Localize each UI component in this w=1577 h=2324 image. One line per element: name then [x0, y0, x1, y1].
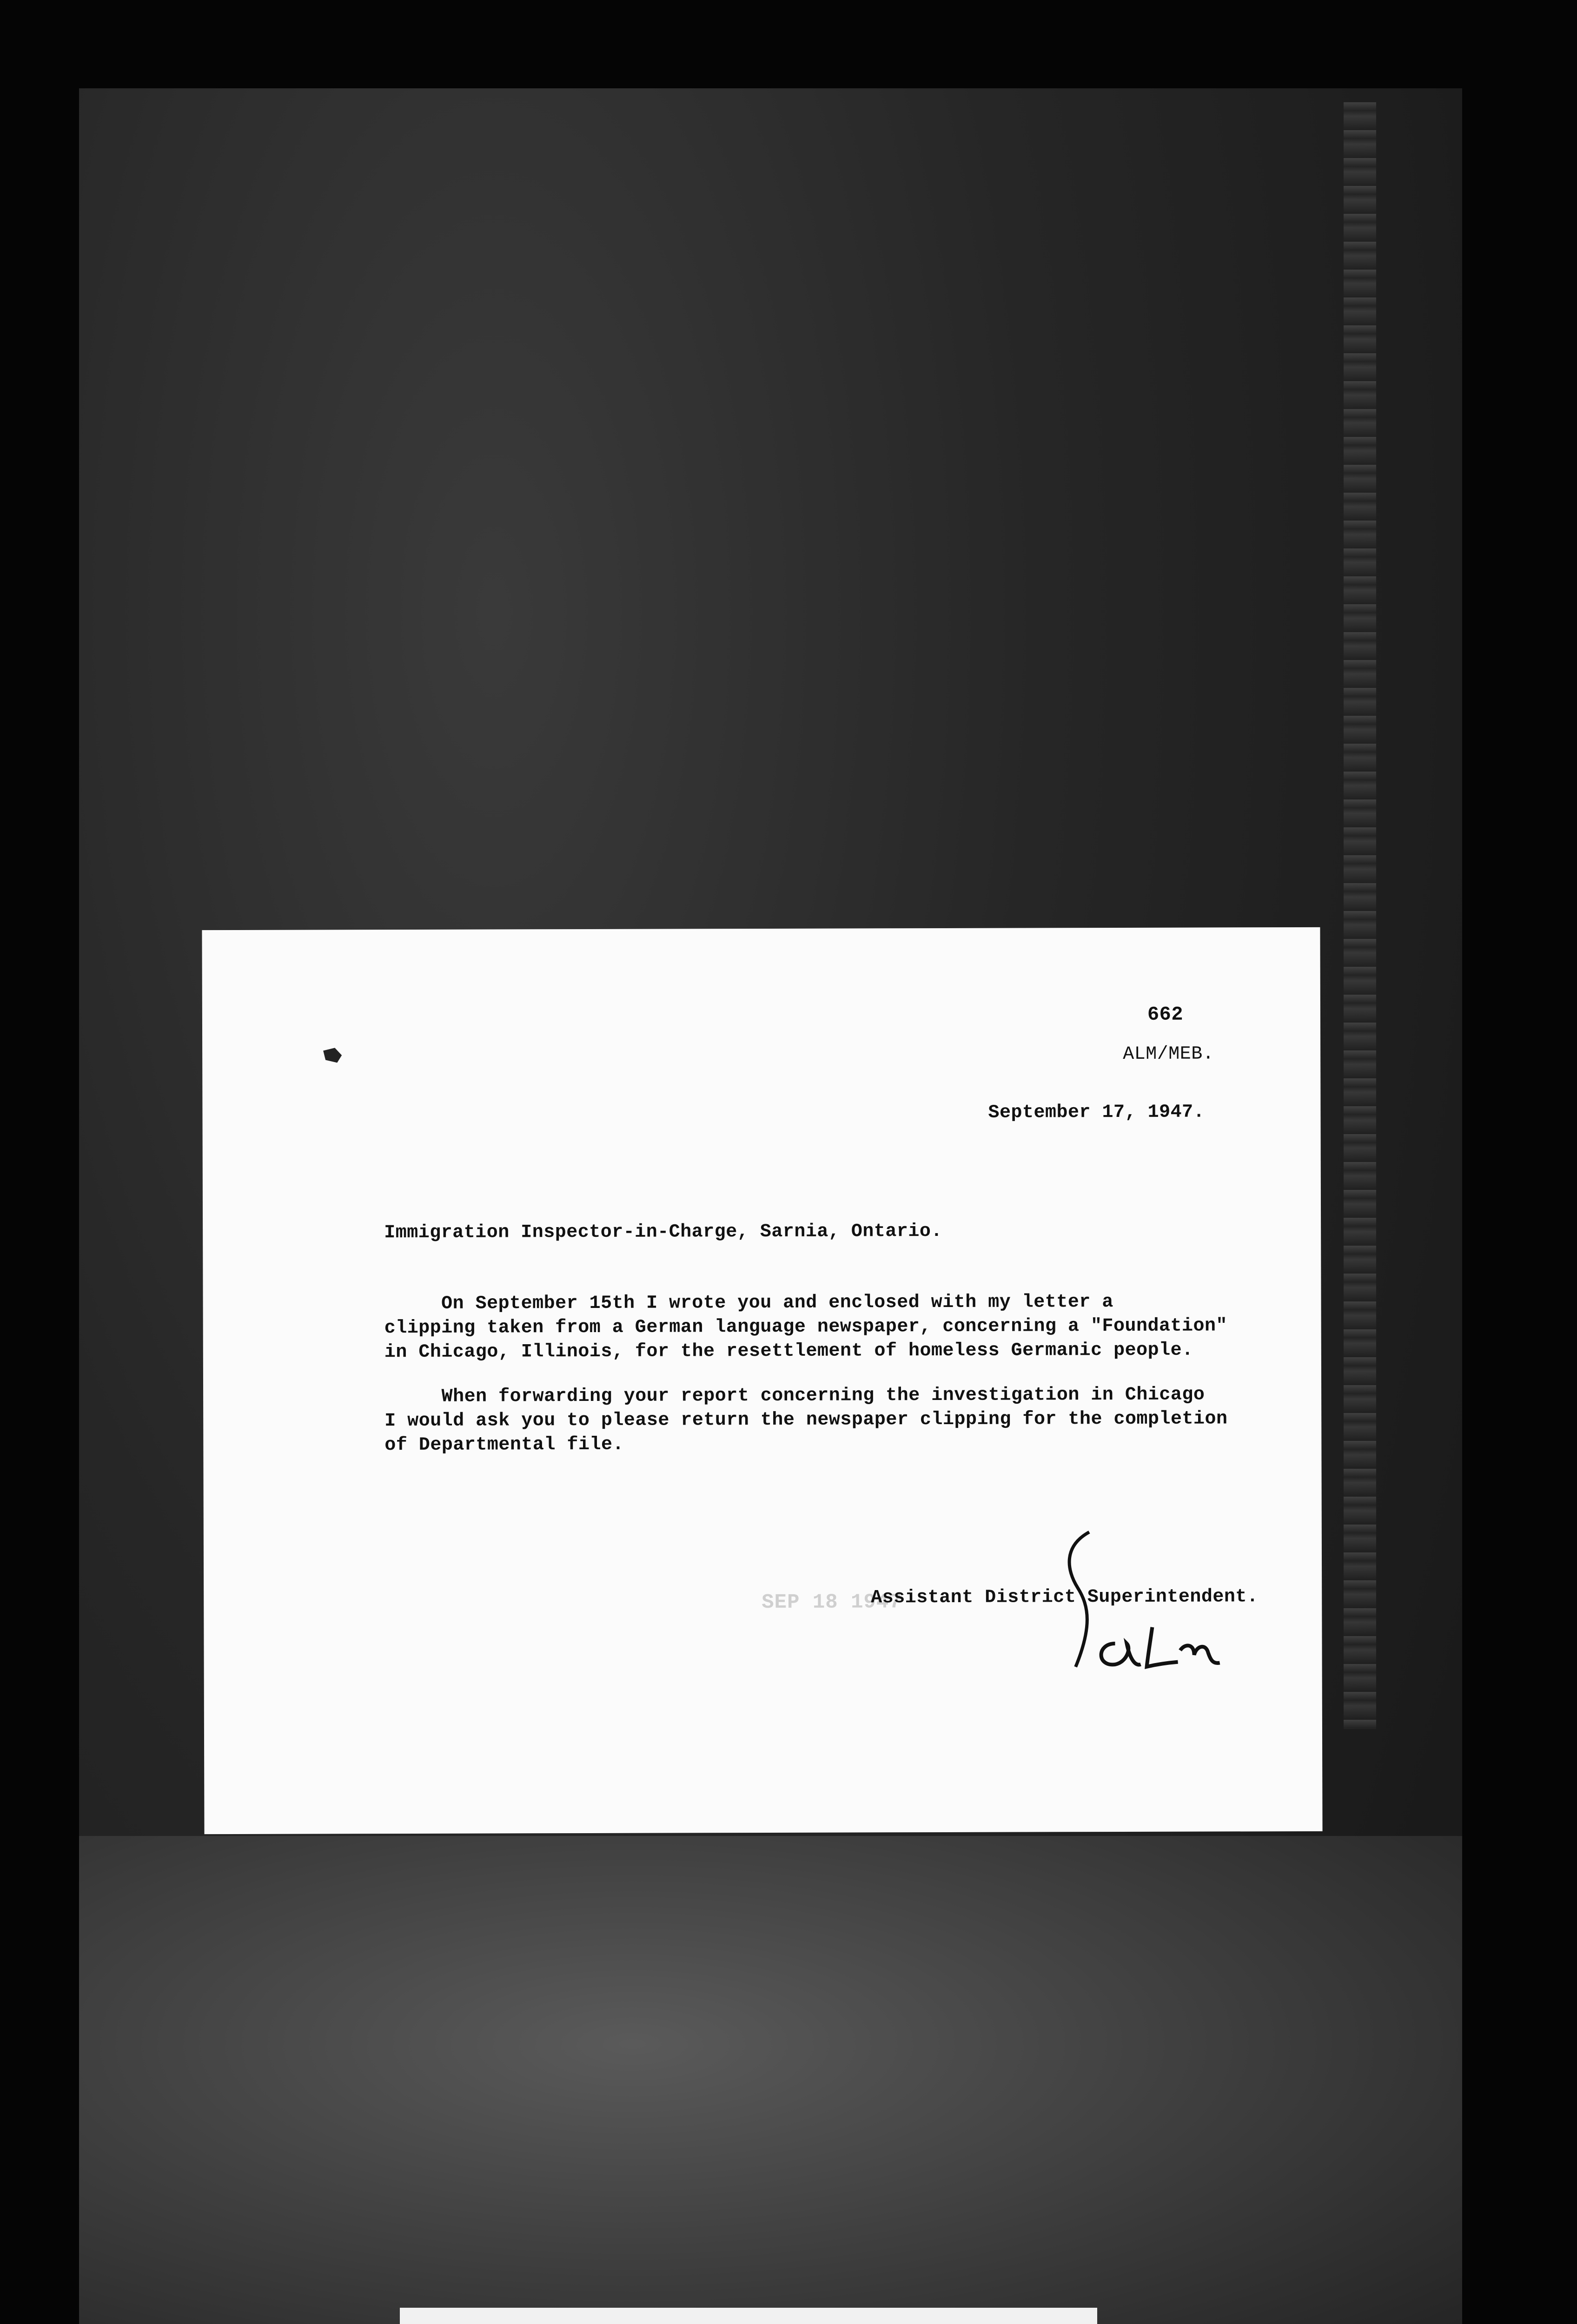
letter-date: September 17, 1947.	[988, 1102, 1205, 1123]
addressee-line: Immigration Inspector-in-Charge, Sarnia, Ontario.	[384, 1221, 942, 1244]
typed-letter	[202, 927, 1322, 1834]
board-edge-texture	[1344, 102, 1376, 1729]
paragraph-1: On September 15th I wrote you and enclosed with my letter a clipping taken from a German language newspaper, concerning a "Foundation" in Chicago, Illinois, for the resettlement of homeless Germanic people.	[384, 1292, 1228, 1363]
archive-reference-tag	[400, 2308, 1097, 2324]
paragraph-2: When forwarding your report concerning the investigation in Chicago I would ask you to please return the newspaper clipping for the completion of Departmental file.	[384, 1384, 1228, 1456]
signature-title: Assistant District Superintendent.	[871, 1586, 1259, 1609]
reference-initials: ALM/MEB.	[1123, 1043, 1214, 1065]
handwritten-initials-signature	[1045, 1527, 1241, 1685]
received-date-stamp: SEP 18 1947	[762, 1591, 902, 1615]
punch-mark-icon	[321, 1046, 344, 1064]
mounting-board-lower	[79, 1836, 1462, 2324]
file-number: 662	[1147, 1003, 1184, 1026]
